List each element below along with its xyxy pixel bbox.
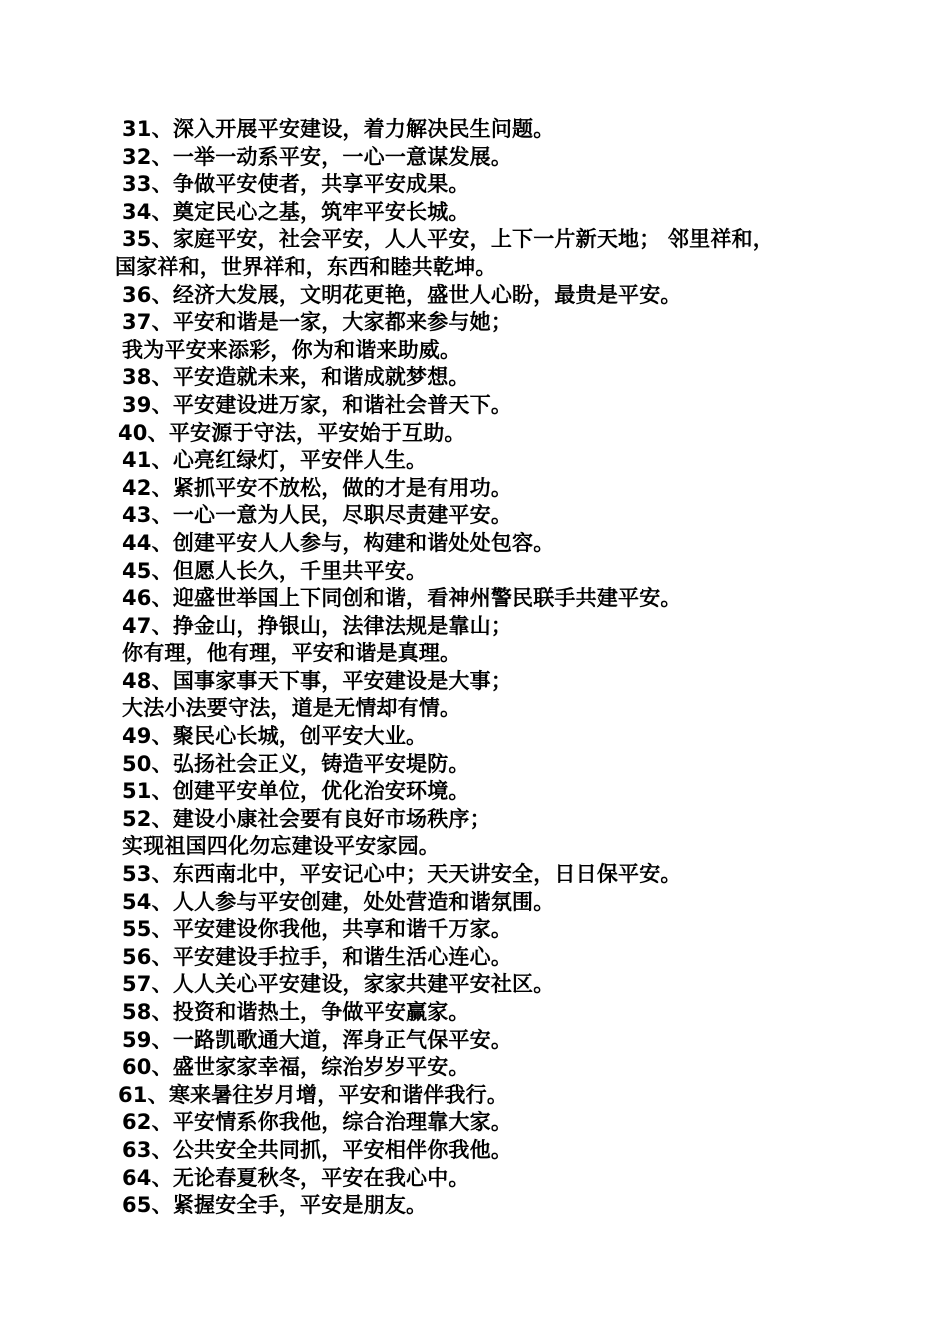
slogan-line: 56、平安建设手拉手，和谐生活心连心。 <box>122 944 513 969</box>
slogan-line: 52、建设小康社会要有良好市场秩序； <box>122 806 491 831</box>
slogan-line: 61、寒来暑往岁月增，平安和谐伴我行。 <box>118 1082 509 1107</box>
slogan-line: 60、盛世家家幸福，综治岁岁平安。 <box>122 1055 470 1080</box>
slogan-line: 37、平安和谐是一家，大家都来参与她； <box>122 310 513 335</box>
slogan-line: 43、一心一意为人民，尽职尽责建平安。 <box>122 503 513 528</box>
slogan-line: 46、迎盛世举国上下同创和谐，看神州警民联手共建平安。 <box>122 586 682 611</box>
slogan-line: 53、东西南北中，平安记心中；天天讲安全，日日保平安。 <box>122 862 682 887</box>
slogan-line: 31、深入开展平安建设，着力解决民生问题。 <box>122 117 555 141</box>
slogan-line: 32、一举一动系平安，一心一意谋发展。 <box>122 144 513 169</box>
slogan-line: 40、平安源于守法，平安始于互助。 <box>118 420 466 445</box>
slogan-line: 42、紧抓平安不放松，做的才是有用功。 <box>122 475 513 500</box>
slogan-line: 48、国事家事天下事，平安建设是大事； <box>122 668 513 693</box>
slogan-line: 58、投资和谐热土，争做平安赢家。 <box>122 1000 470 1024</box>
slogan-line-continuation: 实现祖国四化勿忘建设平安家园。 <box>122 834 440 859</box>
slogan-line: 59、一路凯歌通大道，浑身正气保平安。 <box>122 1027 513 1052</box>
slogan-line: 64、无论春夏秋冬，平安在我心中。 <box>122 1165 470 1190</box>
slogan-line: 34、奠定民心之基，筑牢平安长城。 <box>122 199 470 224</box>
slogan-line: 54、人人参与平安创建，处处营造和谐氛围。 <box>122 889 555 914</box>
slogan-line: 36、经济大发展，文明花更艳，盛世人心盼，最贵是平安。 <box>122 282 682 307</box>
slogan-line: 45、但愿人长久，千里共平安。 <box>122 558 428 583</box>
slogan-line-continuation: 你有理，他有理，平安和谐是真理。 <box>122 641 462 666</box>
slogan-line: 65、紧握安全手，平安是朋友。 <box>122 1193 428 1218</box>
slogan-line: 49、聚民心长城，创平安大业。 <box>122 724 428 749</box>
slogan-line-continuation: 大法小法要守法，道是无情却有情。 <box>122 696 462 721</box>
slogan-line: 47、挣金山，挣银山，法律法规是靠山； <box>122 613 513 638</box>
slogan-line: 57、人人关心平安建设，家家共建平安社区。 <box>122 972 555 997</box>
slogan-line: 44、创建平安人人参与，构建和谐处处包容。 <box>122 530 555 555</box>
slogan-line: 41、心亮红绿灯，平安伴人生。 <box>122 448 428 473</box>
slogan-line-continuation: 我为平安来添彩，你为和谐来助威。 <box>122 337 462 362</box>
slogan-line: 35、家庭平安，社会平安，人人平安，上下一片新天地； 邻里祥和， <box>122 227 774 252</box>
slogan-list <box>115 116 875 1220</box>
slogan-line: 33、争做平安使者，共享平安成果。 <box>122 172 470 197</box>
slogan-line: 38、平安造就未来，和谐成就梦想。 <box>122 365 470 390</box>
slogan-line: 51、创建平安单位，优化治安环境。 <box>122 779 470 804</box>
slogan-line: 62、平安情系你我他，综合治理靠大家。 <box>122 1110 513 1135</box>
slogan-line: 63、公共安全共同抓，平安相伴你我他。 <box>122 1137 513 1162</box>
slogan-line-continuation: 国家祥和，世界祥和，东西和睦共乾坤。 <box>115 254 497 279</box>
slogan-line: 55、平安建设你我他，共享和谐千万家。 <box>122 917 513 942</box>
slogan-line: 39、平安建设进万家，和谐社会普天下。 <box>122 392 513 417</box>
slogan-line: 50、弘扬社会正义，铸造平安堤防。 <box>122 751 470 776</box>
